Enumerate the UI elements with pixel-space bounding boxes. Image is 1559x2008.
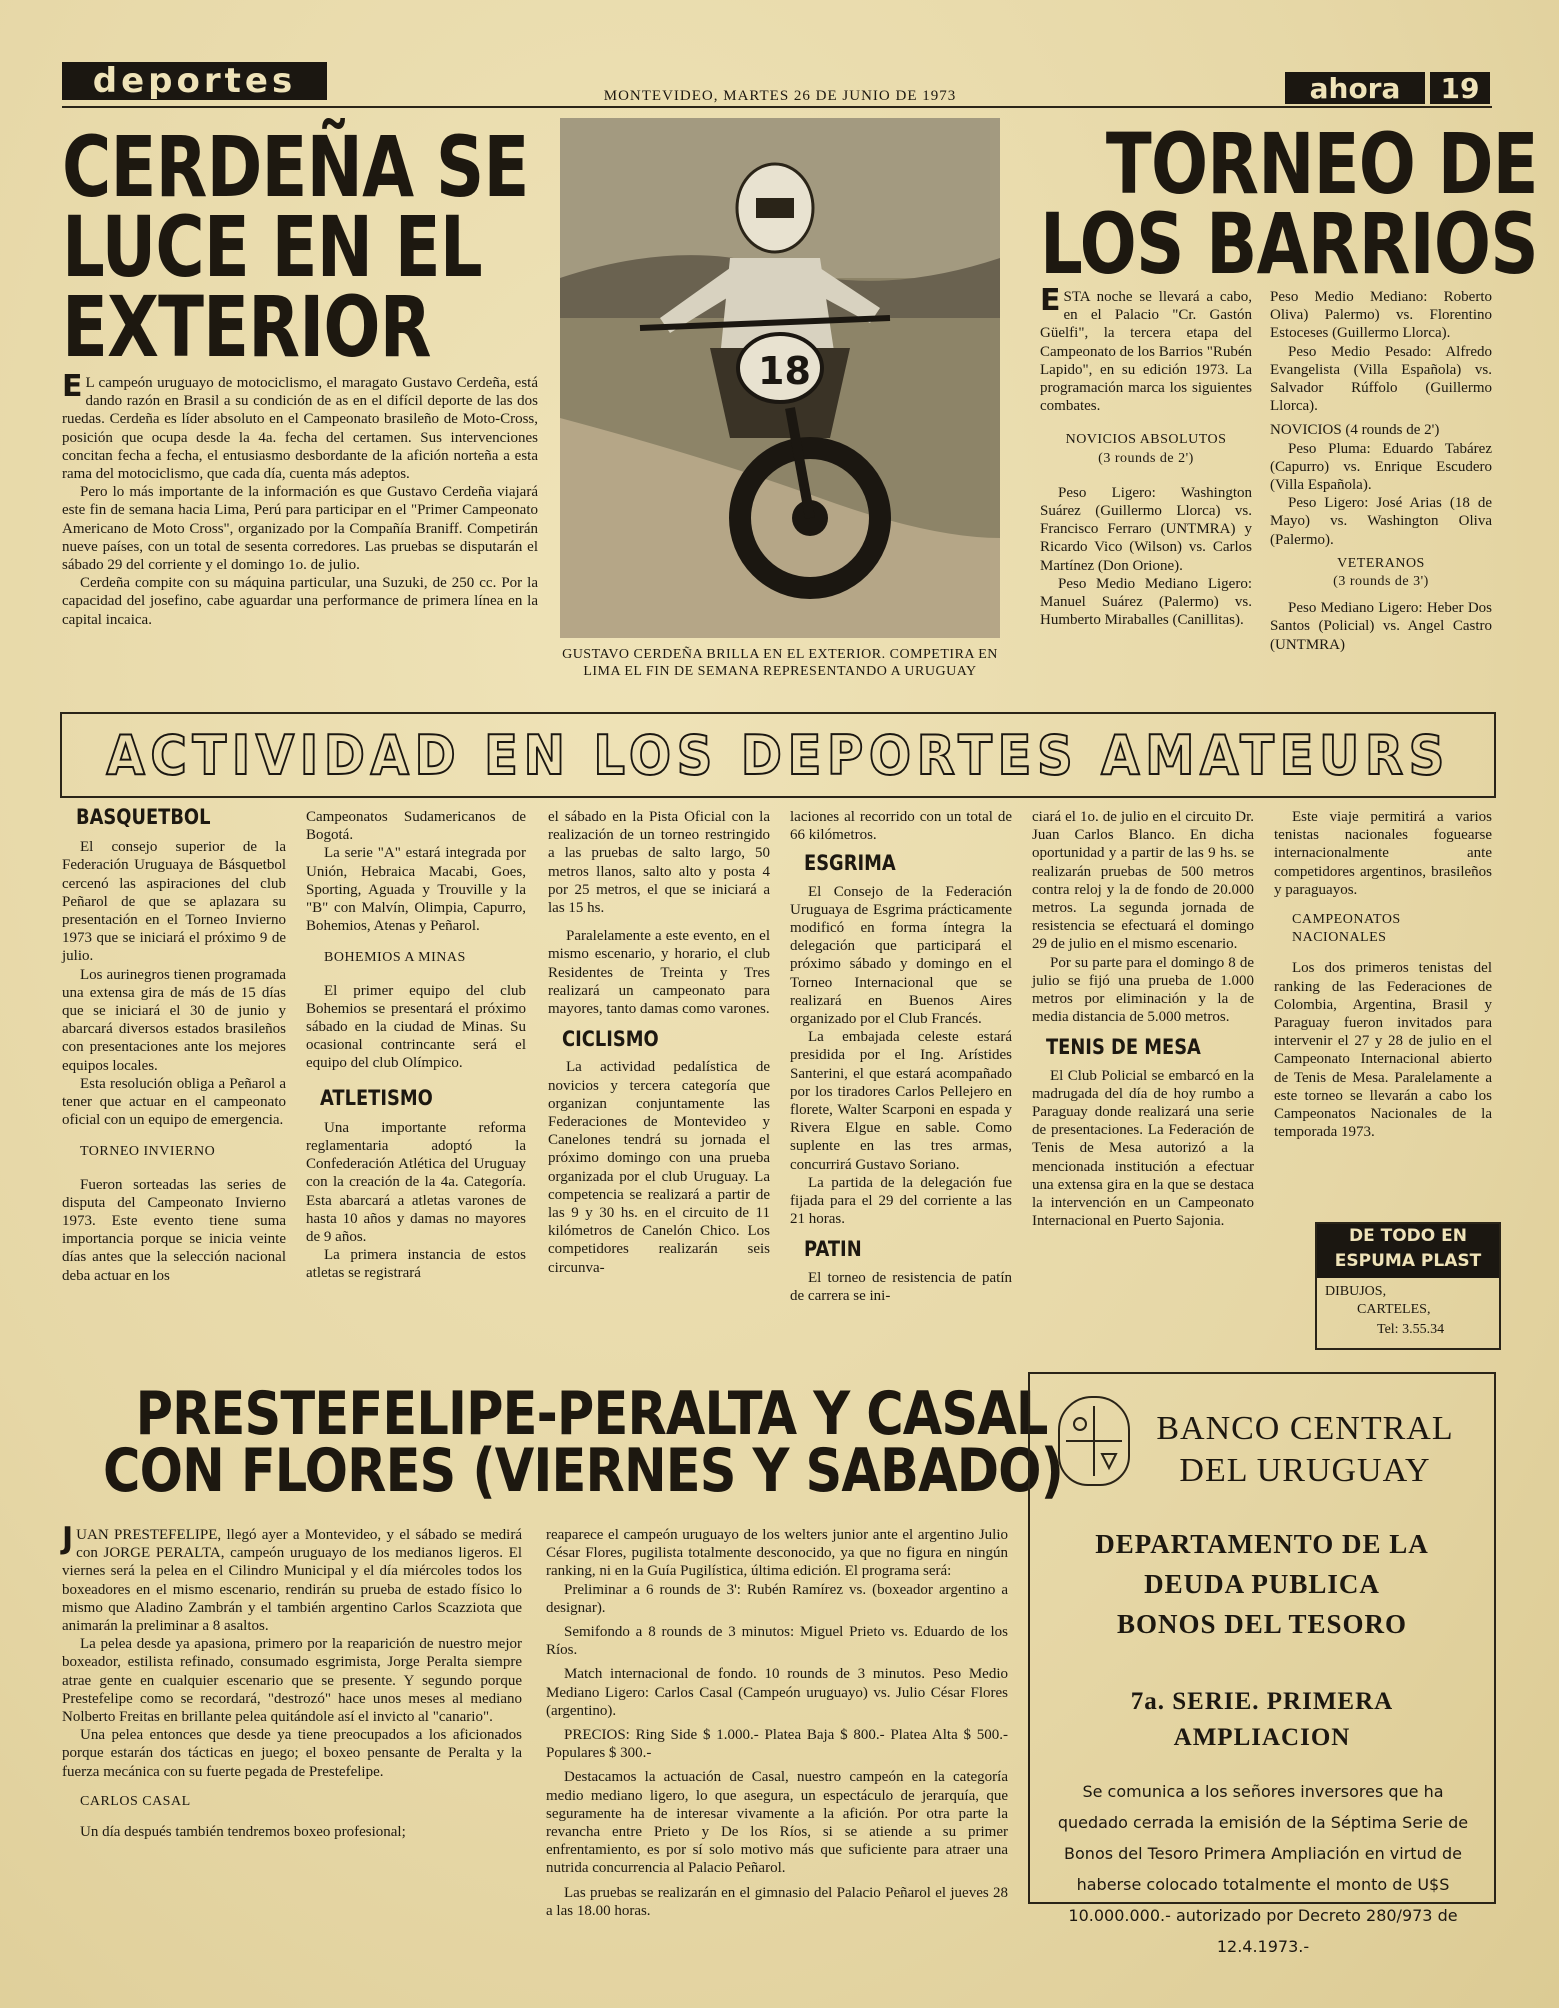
headline-line: CON FLORES (VIERNES Y SABADO) bbox=[103, 1436, 1064, 1506]
paragraph: Los dos primeros tenistas del ranking de las Federaciones de Colombia, Argentina, Brasil y Paraguay fueron invitados para intervenir el 27 y 28 de julio en el Campeonato Internacional abierto de Tenis de Mesa. Paralelamente a este torneo se llevarán a cabo los Campeonatos Nacionales de la temporada 1973. bbox=[1274, 960, 1492, 1141]
espuma-plast-ad bbox=[1315, 1222, 1501, 1350]
subhead: CARLOS CASAL bbox=[80, 1793, 191, 1809]
paragraph: Fueron sorteadas las series de disputa del Campeonato Invierno 1973. Este evento tiene suma importancia porque se inicia veinte días antes que la selección nacional deba actuar en los bbox=[62, 1176, 286, 1284]
headline-line: CERDEÑA SE bbox=[62, 118, 529, 216]
headline-line: EXTERIOR bbox=[62, 277, 431, 376]
paragraph: La serie "A" estará integrada por Unión, Hebraica Macabi, Goes, Sporting, Aguada y Trouville y la "B" con Malvín, Olimpia, Capurro, Bohemios, Atenas y Peñarol. bbox=[306, 845, 526, 935]
paragraph: Cerdeña compite con su máquina particular, una Suzuki, de 250 cc. Por la capacidad del josefino, cabe aguardar una performance de primera línea en la capital incaica. bbox=[62, 575, 538, 628]
paragraph: ciará el 1o. de julio en el circuito Dr. Juan Carlos Blanco. En dicha oportunidad y a partir de las 9 hs. se realizarán pruebas de 500 metros contra reloj y la de fondo de 20.000 metros. La segunda jornada de resistencia se efectuará el domingo 29 de julio en el mismo escenario. bbox=[1032, 809, 1254, 953]
paragraph: Una importante reforma reglamentaria adoptó la Confederación Atlética del Uruguay con la creación de la 4a. Categoría. Esta abarcará a atletas varones de hasta 10 años y damas no mayores de 9 años. bbox=[306, 1119, 526, 1246]
paragraph: el sábado en la Pista Oficial con la realización de un torneo restringido a las pruebas de salto largo, 50 metros llanos, salto alto y posta 4 por 25 metros, el que se iniciará a las 15 hs. bbox=[548, 809, 770, 917]
amateurs-col1 bbox=[62, 805, 286, 1285]
paragraph: Semifondo a 8 rounds de 3 minutos: Miguel Prieto vs. Eduardo de los Ríos. bbox=[546, 1624, 1008, 1659]
paragraph: Peso Pluma: Eduardo Tabárez (Capurro) vs. Enrique Escudero (Villa Española). bbox=[1270, 440, 1492, 494]
paragraph: Paralelamente a este evento, en el mismo escenario, y horario, el club Residentes de Treinta y Tres realizará un campeonato para mayores, tanto damas como varones. bbox=[548, 928, 770, 1018]
amateurs-col5 bbox=[1032, 808, 1254, 1230]
section-head-atletismo: ATLETISMO bbox=[320, 1085, 433, 1110]
section-head-esgrima: ESGRIMA bbox=[804, 851, 896, 876]
subhead: (3 rounds de 3') bbox=[1333, 574, 1429, 590]
headline-cerdena bbox=[62, 118, 529, 376]
paragraph: reaparece el campeón uruguayo de los welters junior ante el argentino Julio César Flores, pugilista totalmente desconocido, ya que no figura en ningún ranking, ni en la Guía Pugilística, última edición. El programa será: bbox=[546, 1527, 1008, 1580]
bank-name-line: BANCO CENTRAL bbox=[1156, 1410, 1454, 1447]
paragraph: Peso Medio Pesado: Alfredo Evangelista (Villa Española) vs. Salvador Rúffolo (Guillermo Llorca). bbox=[1270, 343, 1492, 415]
motocross-photo bbox=[560, 118, 1000, 638]
coat-of-arms-icon bbox=[1058, 1396, 1130, 1486]
subhead: BOHEMIOS A MINAS bbox=[324, 950, 466, 966]
paragraph: L campeón uruguayo de motociclismo, el maragato Gustavo Cerdeña, está dando razón en Brasil a su condición de as en el difícil deporte de las dos ruedas. Cerdeña es líder absoluto en el Campeonato brasileño de Moto-Cross, posición que ocupa desde la 4a. fecha del certamen. Sus intervenciones concitan fecha a fecha, el entusiasmo desbordante de la afición norteña a esta rama del motociclismo, que cada día, cuenta más adeptos. bbox=[62, 375, 538, 483]
paragraph: Pero lo más importante de la información es que Gustavo Cerdeña viajará este fin de semana hacia Lima, Perú para participar en el "Primer Campeonato Americano de Moto Cross", organizado por la Compañía Braniff. Competirán nueve países, con un total de sesenta corredores. Las pruebas se disputarán el sábado 29 del corriente y el domingo 1o. de julio. bbox=[62, 484, 538, 574]
ad-line: DE TODO EN bbox=[1348, 1226, 1467, 1246]
drop-cap: J bbox=[62, 1521, 74, 1556]
issue-date: MONTEVIDEO, MARTES 26 DE JUNIO DE 1973 bbox=[603, 88, 957, 104]
department-title bbox=[1040, 1524, 1484, 1644]
ad-heading bbox=[1317, 1224, 1499, 1278]
article-torneo-col1 bbox=[1040, 283, 1252, 629]
notice-text: Se comunica a los señores inversores que ha quedado cerrada la emisión de la Séptima Serie de Bonos del Tesoro Primera Ampliación en virtud de haberse colocado totalmente el monto de U$S 10.000.000.- autorizado por Decreto 280/973 de 12.4.1973.- bbox=[1057, 1782, 1469, 1956]
paragraph: UAN PRESTEFELIPE, llegó ayer a Montevideo, y el sábado se medirá con JORGE PERALTA, campeón uruguayo de los medianos ligeros. El viernes será la pelea en el Cilindro Municipal y el día miércoles todos los boxeadores en el mismo escenario, rendirán su prueba de estado físico lo mismo que Aladino Zambrán y el también argentino Carlos Scazziota que animarán la preliminar a 8 asaltos. bbox=[62, 1527, 522, 1635]
section-head-ciclismo: CICLISMO bbox=[562, 1027, 659, 1052]
series-line: 7a. SERIE. PRIMERA bbox=[1130, 1688, 1394, 1715]
paragraph: La partida de la delegación fue fijada para el 29 del corriente a las 21 horas. bbox=[790, 1174, 1012, 1228]
article-preste-col2 bbox=[546, 1526, 1008, 1920]
paragraph: La primera instancia de estos atletas se registrará bbox=[306, 1247, 526, 1282]
paragraph: laciones al recorrido con un total de 66 kilómetros. bbox=[790, 809, 1012, 844]
section-head-basquetbol: BASQUETBOL bbox=[76, 805, 211, 829]
amateurs-banner bbox=[60, 712, 1496, 798]
article-torneo-col2 bbox=[1270, 288, 1492, 654]
amateurs-col6 bbox=[1274, 808, 1492, 1141]
ad-line: ESPUMA PLAST bbox=[1334, 1251, 1482, 1271]
subhead: NACIONALES bbox=[1292, 930, 1387, 946]
paragraph: Campeonatos Sudamericanos de Bogotá. bbox=[306, 809, 526, 844]
paper-name: ahora bbox=[1285, 72, 1425, 104]
page-number: 19 bbox=[1430, 72, 1490, 104]
paragraph: Destacamos la actuación de Casal, nuestro campeón en la categoría medio mediano ligero, lo que asegura, un espectáculo de jerarquía, que seguramente ha de interesar vivamente a la afición. Por otra parte la revancha entre Prieto y De los Ríos, si se atiende a su primer enfrentamiento, es por sí solo motivo más que suficiente para atraer una nutrida concurrencia al Palacio Peñarol. bbox=[546, 1769, 1008, 1877]
amateurs-col3 bbox=[548, 808, 770, 1277]
drop-cap: E bbox=[1040, 283, 1061, 318]
paragraph: NOVICIOS (4 rounds de 2') bbox=[1270, 422, 1440, 439]
bank-name-line: DEL URUGUAY bbox=[1179, 1452, 1431, 1489]
section-head-tenis-de-mesa: TENIS DE MESA bbox=[1046, 1035, 1201, 1060]
paragraph: Por su parte para el domingo 8 de julio se fijó una prueba de 1.000 metros por eliminación y la de media distancia de 5.000 metros. bbox=[1032, 954, 1254, 1026]
paragraph: Una pelea entonces que desde ya tiene preocupados a los aficionados porque estarán dos tácticas en juego; el boxeo pensante de Peralta y la fuerza mecánica con su fuerte pegada de Prestefelipe. bbox=[62, 1727, 522, 1780]
paragraph: Match internacional de fondo. 10 rounds de 3 minutos. Peso Medio Mediano Ligero: Carlos Casal (Campeón uruguayo) vs. Julio César Flores (argentino). bbox=[546, 1666, 1008, 1719]
headline-line: PRESTEFELIPE-PERALTA Y CASAL bbox=[135, 1379, 1048, 1449]
paragraph: Peso Mediano Ligero: Heber Dos Santos (Policial) vs. Angel Castro (UNTMRA) bbox=[1270, 600, 1492, 653]
ad-phone: Tel: 3.55.34 bbox=[1377, 1322, 1445, 1337]
paragraph: Esta resolución obliga a Peñarol a tener que actuar en el campeonato oficial con un equipo de emergencia. bbox=[62, 1075, 286, 1129]
amateurs-col4 bbox=[790, 808, 1012, 1305]
paragraph: La actividad pedalística de novicios y tercera categoría que organizan conjuntamente las Federaciones de Montevideo y Canelones tendrá su jornada el próximo domingo con una prueba organizada por el club Uruguay. La competencia se realizará a partir de las 9 y 30 hs. en el circuito de 11 kilómetros de Canelón Chico. Los competidores realizarán seis circunva- bbox=[548, 1059, 770, 1276]
paragraph: STA noche se llevará a cabo, en el Palacio "Cr. Gastón Güelfi", la tercera etapa del Campeonato de los Barrios "Rubén Lapido", en su edición 1973. La programación marca los siguientes combates. bbox=[1040, 289, 1252, 415]
banner-title: ACTIVIDAD EN LOS DEPORTES AMATEURS bbox=[106, 723, 1450, 787]
paragraph: La pelea desde ya apasiona, primero por la reaparición de nuestro mejor boxeador, estilista refinado, consumado esgrimista, Jorge Peralta siempre atrae gente en cualquier escenario que se presente. Y segundo porque Prestefelipe como se recordará, "destrozó" hace unos meses al mediano Nolberto Freitas en brillante pelea quitándole así el invicto al "canario". bbox=[62, 1636, 522, 1726]
paragraph: Los aurinegros tienen programada una extensa gira de más de 15 días que se iniciará el 30 de junio y abarcará diversos estados brasileños con presentaciones ante los mejores equipos locales. bbox=[62, 966, 286, 1074]
paragraph: Peso Ligero: Washington Suárez (Guillermo Llorca) vs. Francisco Ferraro (UNTMRA) y Ricardo Vico (Wilson) vs. Carlos Martínez (Don Orione). bbox=[1040, 484, 1252, 574]
subhead: VETERANOS bbox=[1337, 555, 1425, 571]
paragraph: Preliminar a 6 rounds de 3': Rubén Ramírez vs. (boxeador argentino a designar). bbox=[546, 1581, 1008, 1616]
amateurs-col2 bbox=[306, 808, 526, 1283]
paragraph: Peso Medio Mediano: Roberto Oliva) Palermo) vs. Florentino Estoceses (Guillermo Llorca). bbox=[1270, 289, 1492, 342]
paragraph: El Consejo de la Federación Uruguaya de Esgrima prácticamente modificó en forma íntegra la delegación que participará el próximo sábado y domingo en el Torneo Internacional que se realizará en Buenos Aires organizado por el Club Francés. bbox=[790, 883, 1012, 1028]
headline-torneo bbox=[1040, 115, 1538, 293]
article-preste-col1 bbox=[62, 1521, 522, 1841]
paragraph: El primer equipo del club Bohemios se presentará el próximo sábado en la ciudad de Minas. Su ocasional contrincante será el equipo del club Olímpico. bbox=[306, 982, 526, 1072]
drop-cap: E bbox=[62, 369, 83, 404]
paragraph: Las pruebas se realizarán en el gimnasio del Palacio Peñarol el jueves 28 a las 18.00 horas. bbox=[546, 1884, 1008, 1919]
masthead-rule bbox=[62, 106, 1492, 108]
subhead: (3 rounds de 2') bbox=[1098, 450, 1194, 466]
bank-name bbox=[1130, 1408, 1480, 1492]
department-line: DEUDA PUBLICA bbox=[1144, 1569, 1380, 1599]
subhead: CAMPEONATOS bbox=[1292, 912, 1401, 928]
ad-line: CARTELES, bbox=[1357, 1302, 1431, 1317]
section-head-patin: PATIN bbox=[804, 1237, 862, 1262]
headline-line: LUCE EN EL bbox=[62, 197, 482, 296]
banco-central-ad bbox=[1028, 1372, 1496, 1956]
subhead: TORNEO INVIERNO bbox=[80, 1144, 216, 1160]
race-number: 18 bbox=[758, 349, 811, 393]
paragraph: El Club Policial se embarcó en la madrugada del día de hoy rumbo a Paraguay donde realizará una serie de presentaciones. La Federación de Tenis de Mesa autorizó a la mencionada institución a efectuar una extensa gira en la que se destaca la intervención en un Campeonato Internacional en Puerto Sajonia. bbox=[1032, 1067, 1254, 1230]
paragraph: Peso Medio Mediano Ligero: Manuel Suárez (Palermo) vs. Humberto Miraballes (Canillitas). bbox=[1040, 575, 1252, 629]
headline-line: LOS BARRIOS bbox=[1040, 194, 1538, 293]
photo-caption: GUSTAVO CERDEÑA BRILLA EN EL EXTERIOR. COMPETIRA EN LIMA EL FIN DE SEMANA REPRESENTANDO A URUGUAY bbox=[562, 647, 998, 679]
paragraph: PRECIOS: Ring Side $ 1.000.- Platea Baja $ 800.- Platea Alta $ 500.- Populares $ 300.- bbox=[546, 1727, 1008, 1762]
paragraph: La embajada celeste estará presidida por el Ing. Arístides Santerini, el que estará acompañado por los tiradores Carlos Pellejero en florete, Walter Scarponi en espada y Rivera Elgue en sable. Como suplente en las tres armas, concurrirá Gustavo Soriano. bbox=[790, 1029, 1012, 1173]
department-line: DEPARTAMENTO DE LA bbox=[1095, 1529, 1429, 1559]
paragraph: El torneo de resistencia de patín de carrera se ini- bbox=[790, 1269, 1012, 1304]
paragraph: Peso Ligero: José Arias (18 de Mayo) vs. Washington Oliva (Palermo). bbox=[1270, 495, 1492, 548]
section-label: deportes bbox=[62, 62, 327, 100]
subhead: NOVICIOS ABSOLUTOS bbox=[1065, 432, 1227, 448]
headline-line: TORNEO DE bbox=[1105, 115, 1538, 213]
department-line: BONOS DEL TESORO bbox=[1116, 1609, 1408, 1639]
series-title bbox=[1040, 1684, 1484, 1756]
article-cerdena bbox=[62, 369, 538, 629]
paragraph: Este viaje permitirá a varios tenistas nacionales foguearse internacionalmente ante competidores argentinos, brasileños y paraguayos. bbox=[1274, 809, 1492, 898]
ad-line: DIBUJOS, bbox=[1325, 1284, 1387, 1299]
series-line: AMPLIACION bbox=[1173, 1724, 1351, 1751]
rider-illustration bbox=[560, 118, 1000, 638]
headline-prestefelipe bbox=[103, 1379, 1064, 1506]
paragraph: El consejo superior de la Federación Uruguaya de Básquetbol cercenó las aspiraciones del club Peñarol de que se aplazara su presentación en el Torneo Invierno 1973 que se iniciará el próximo 9 de julio. bbox=[62, 839, 286, 965]
paragraph: Un día después también tendremos boxeo profesional; bbox=[80, 1824, 406, 1841]
